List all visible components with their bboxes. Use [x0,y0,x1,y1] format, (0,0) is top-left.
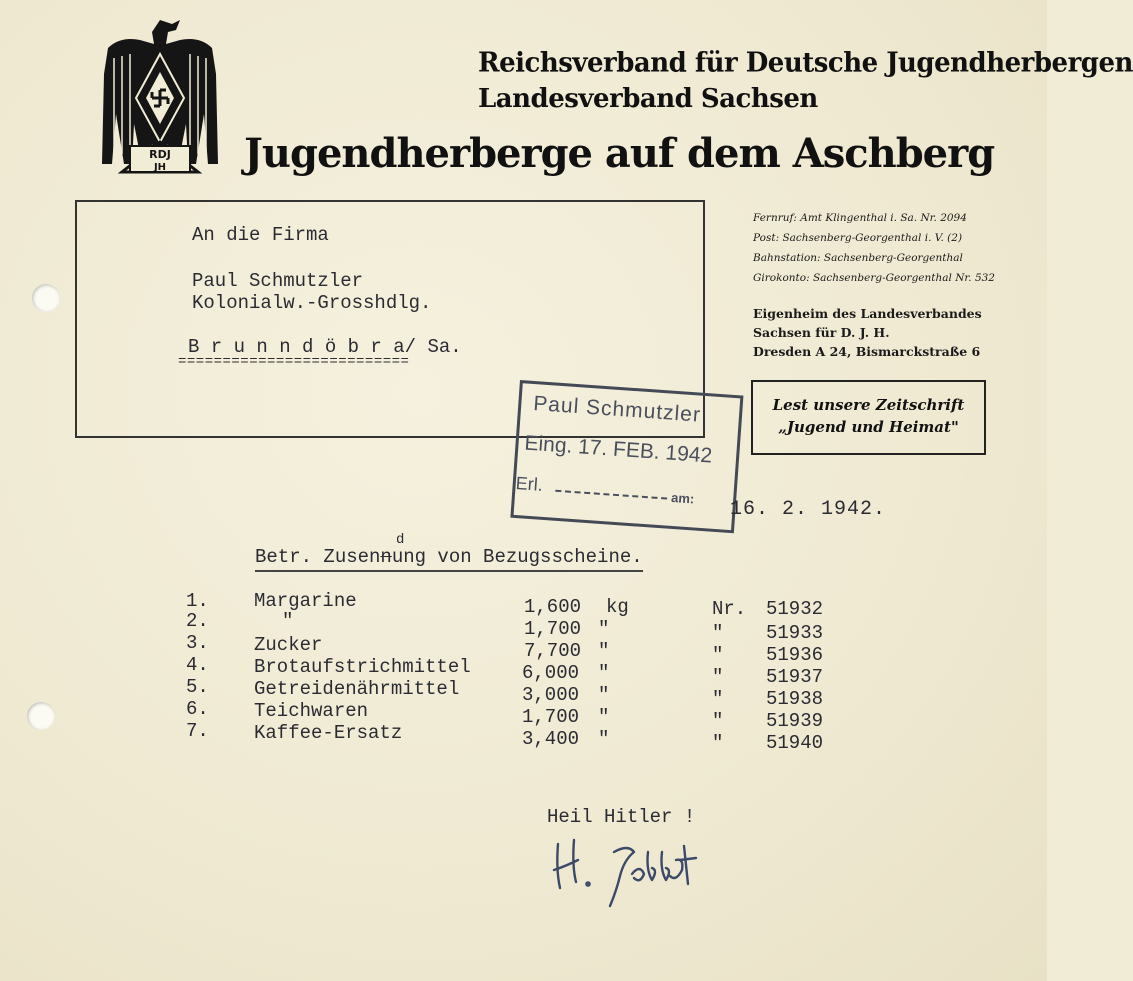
coupon-list [186,590,846,760]
subject-struck-letter: n [380,546,392,568]
item-unit: kg [606,596,629,618]
item-coupon-number: 51933 [766,622,824,644]
item-name: " [282,610,294,632]
item-unit: " [598,706,610,728]
item-name: Teichwaren [254,700,369,722]
item-name: Brotaufstrichmittel [254,656,471,678]
item-quantity: 1,600 [524,596,582,618]
item-nr-label: " [712,622,724,644]
contact-giro: Girokonto: Sachsenberg-Georgenthal Nr. 532 [753,272,995,284]
subject-line [255,546,643,572]
item-number: 1. [186,590,209,612]
owner-line-1: Eigenheim des Landesverbandes [753,306,982,321]
address-line-2: Paul Schmutzler [192,270,364,292]
owner-line-2: Sachsen für D. J. H. [753,325,890,340]
item-number: 3. [186,632,209,654]
letter-date: 16. 2. 1942. [730,498,887,521]
magazine-line-2: „Jugend und Heimat" [778,418,959,436]
punch-hole [32,284,60,312]
stamp-date-label: am: [670,489,695,507]
contact-phone: Fernruf: Amt Klingenthal i. Sa. Nr. 2094 [753,212,967,224]
address-line-1: An die Firma [192,224,329,246]
item-nr-label: " [712,644,724,666]
contact-post: Post: Sachsenberg-Georgenthal i. V. (2) [753,232,963,244]
svg-text:JH: JH [153,162,167,173]
item-coupon-number: 51939 [766,710,824,732]
item-coupon-number: 51937 [766,666,824,688]
item-nr-label: " [712,710,724,732]
item-unit: " [598,640,610,662]
stamp-line-3: Erl. [515,472,544,495]
owner-line-3: Dresden A 24, Bismarckstraße 6 [753,344,981,359]
item-number: 5. [186,676,209,698]
item-number: 2. [186,610,209,632]
magazine-line-1: Lest unsere Zeitschrift [772,396,965,414]
item-quantity: 3,400 [522,728,580,750]
address-line-4: B r u n n d ö b r a/ Sa. [188,336,462,358]
item-quantity: 7,700 [524,640,582,662]
item-nr-label: " [712,732,724,754]
item-number: 4. [186,654,209,676]
magazine-box [751,380,986,455]
address-underline: ========================== [178,354,410,370]
item-coupon-number: 51940 [766,732,824,754]
stamp-dotted-line [555,490,667,500]
receipt-stamp [510,380,743,533]
item-quantity: 6,000 [522,662,580,684]
item-number: 7. [186,720,209,742]
closing-greeting: Heil Hitler ! [547,806,696,828]
subject-suffix: ung von Bezugsscheine. [391,546,643,568]
item-quantity: 1,700 [522,706,580,728]
stamp-line-2: Eing. 17. FEB. 1942 [523,431,713,468]
item-name: Zucker [254,634,323,656]
stamp-line-1: Paul Schmutzler [532,392,702,427]
item-coupon-number: 51938 [766,688,824,710]
item-quantity: 1,700 [524,618,582,640]
item-coupon-number: 51932 [766,598,824,620]
hostel-name: Jugendherberge auf dem Aschberg [244,130,995,177]
item-name: Getreidenährmittel [254,678,460,700]
item-nr-label: Nr. [712,598,747,620]
eagle-emblem-icon [100,14,220,176]
svg-text:RDJ: RDJ [149,148,171,161]
item-coupon-number: 51936 [766,644,824,666]
item-unit: " [598,618,610,640]
item-name: Kaffee-Ersatz [254,722,403,744]
subject-inserted-letter: d [396,532,405,548]
item-unit: " [598,684,610,706]
item-nr-label: " [712,688,724,710]
contact-station: Bahnstation: Sachsenberg-Georgenthal [753,252,963,264]
handwritten-signature [548,830,708,914]
item-nr-label: " [712,666,724,688]
regional-association: Landesverband Sachsen [478,84,818,114]
subject-prefix: Betr. Zusen [255,546,381,568]
item-unit: " [598,728,610,750]
item-number: 6. [186,698,209,720]
item-name: Margarine [254,590,357,612]
organization-name: Reichsverband für Deutsche Jugendherbergen [478,47,1133,79]
item-unit: " [598,662,610,684]
address-line-3: Kolonialw.-Grosshdlg. [192,292,432,314]
punch-hole [27,702,55,730]
item-quantity: 3,000 [522,684,580,706]
